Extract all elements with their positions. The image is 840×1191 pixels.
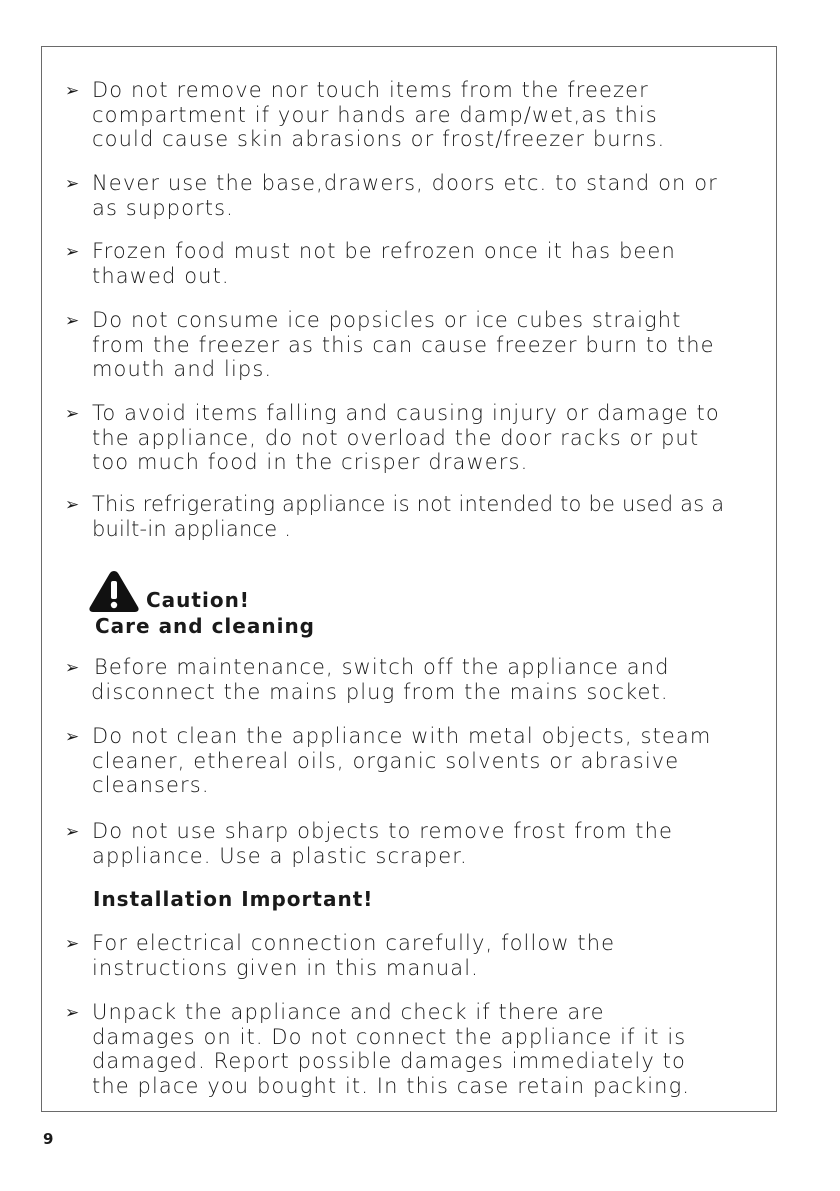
list-item-text: Before maintenance, switch off the appliance and disconnect the mains plug from the mains socket. xyxy=(91,655,670,704)
section-title-care-cleaning: Care and cleaning xyxy=(95,614,315,638)
list-item-text: Frozen food must not be refrozen once it has been thawed out. xyxy=(92,239,676,288)
bullet-arrow-icon: ➢ xyxy=(65,174,80,194)
list-item-text: This refrigerating appliance is not intended to be used as a built-in appliance . xyxy=(92,492,725,541)
list-item-text: Do not consume ice popsicles or ice cubes straight from the freezer as this can cause freezer burn to the mouth and lips. xyxy=(92,308,715,381)
bullet-arrow-icon: ➢ xyxy=(65,495,80,515)
list-item-text: For electrical connection carefully, follow the instructions given in this manual. xyxy=(92,931,616,980)
section-title-installation: Installation Important! xyxy=(93,887,374,911)
bullet-arrow-icon: ➢ xyxy=(65,934,80,954)
list-item-text: Never use the base,drawers, doors etc. to stand on or as supports. xyxy=(92,171,718,220)
content-frame xyxy=(41,46,777,1112)
list-item-text: To avoid items falling and causing injury or damage to the appliance, do not overload the door racks or put too much food in the crisper drawers. xyxy=(92,401,720,474)
warning-triangle-icon xyxy=(88,569,140,613)
bullet-arrow-icon: ➢ xyxy=(65,727,80,747)
page-number: 9 xyxy=(43,1130,54,1148)
list-item-text: Do not clean the appliance with metal objects, steam cleaner, ethereal oils, organic solvents or abrasive cleansers. xyxy=(92,724,712,797)
bullet-arrow-icon: ➢ xyxy=(65,311,80,331)
caution-title: Caution! xyxy=(146,588,250,612)
list-item-text: Do not remove nor touch items from the freezer compartment if your hands are damp/wet,as this could cause skin abrasions or frost/freezer burns. xyxy=(92,78,666,151)
bullet-arrow-icon: ➢ xyxy=(65,404,80,424)
bullet-arrow-icon: ➢ xyxy=(65,242,80,262)
list-item-text: Unpack the appliance and check if there are damages on it. Do not connect the appliance if it is damaged. Report possible damages immediately to the place you bought it. In this case retain packing. xyxy=(92,1000,691,1098)
bullet-arrow-icon: ➢ xyxy=(65,81,80,101)
bullet-arrow-icon: ➢ xyxy=(65,822,80,842)
list-item-text: Do not use sharp objects to remove frost from the appliance. Use a plastic scraper. xyxy=(92,819,674,868)
bullet-arrow-icon: ➢ xyxy=(65,1003,80,1023)
bullet-arrow-icon: ➢ xyxy=(65,658,80,678)
